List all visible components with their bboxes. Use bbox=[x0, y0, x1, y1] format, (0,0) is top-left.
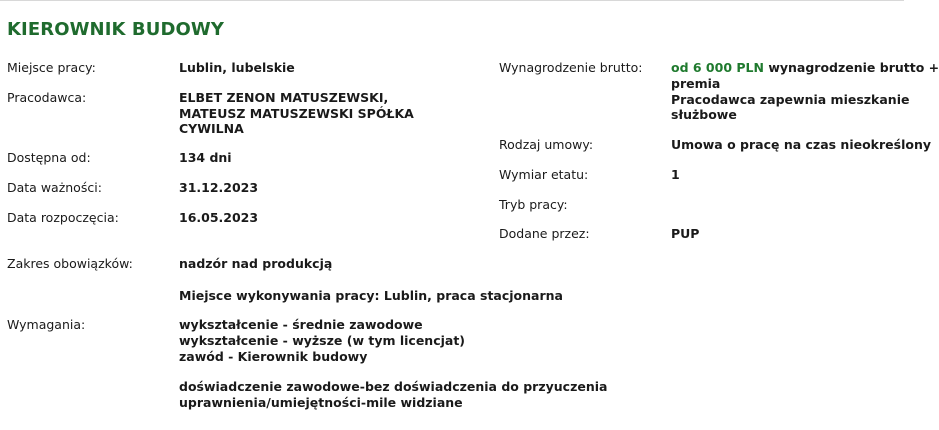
fte-label: Wymiar etatu: bbox=[499, 167, 589, 182]
skills-line: uprawnienia/umiejętności-mile widziane bbox=[179, 395, 463, 410]
start-date-value: 16.05.2023 bbox=[179, 210, 259, 225]
added-by-label: Dodane przez: bbox=[499, 226, 590, 241]
available-from-value: 134 dni bbox=[179, 150, 232, 165]
employer-value-line3: CYWILNA bbox=[179, 121, 244, 136]
requirement-item: wykształcenie - wyższe (w tym licencjat) bbox=[179, 333, 466, 348]
page-title: KIEROWNIK BUDOWY bbox=[7, 19, 225, 40]
work-mode-label: Tryb pracy: bbox=[499, 197, 568, 212]
employer-label: Pracodawca: bbox=[7, 90, 87, 105]
salary-description: wynagrodzenie brutto + bbox=[763, 60, 939, 75]
employer-value-line1: ELBET ZENON MATUSZEWSKI, bbox=[179, 90, 389, 105]
top-divider bbox=[0, 0, 904, 1]
salary-value-line4: służbowe bbox=[671, 107, 737, 122]
available-from-label: Dostępna od: bbox=[7, 150, 91, 165]
contract-type-value: Umowa o pracę na czas nieokreślony bbox=[671, 137, 931, 152]
experience-line: doświadczenie zawodowe-bez doświadczenia do przyuczenia bbox=[179, 379, 608, 394]
requirement-item: zawód - Kierownik budowy bbox=[179, 349, 368, 364]
valid-until-value: 31.12.2023 bbox=[179, 180, 259, 195]
requirement-item: wykształcenie - średnie zawodowe bbox=[179, 317, 423, 332]
work-location-note: Miejsce wykonywania pracy: Lublin, praca stacjonarna bbox=[179, 288, 563, 303]
duties-value: nadzór nad produkcją bbox=[179, 256, 333, 271]
salary-value-line1 bbox=[671, 60, 939, 76]
fte-value: 1 bbox=[671, 167, 680, 182]
salary-value-line2: premia bbox=[671, 76, 721, 91]
requirements-label: Wymagania: bbox=[7, 317, 86, 332]
start-date-label: Data rozpoczęcia: bbox=[7, 210, 119, 225]
employer-value-line2: MATEUSZ MATUSZEWSKI SPÓŁKA bbox=[179, 106, 414, 121]
added-by-value: PUP bbox=[671, 226, 700, 241]
salary-label: Wynagrodzenie brutto: bbox=[499, 60, 643, 75]
workplace-value: Lublin, lubelskie bbox=[179, 60, 295, 75]
valid-until-label: Data ważności: bbox=[7, 180, 102, 195]
salary-amount: od 6 000 PLN bbox=[671, 60, 764, 75]
workplace-label: Miejsce pracy: bbox=[7, 60, 96, 75]
duties-label: Zakres obowiązków: bbox=[7, 256, 133, 271]
contract-type-label: Rodzaj umowy: bbox=[499, 137, 594, 152]
salary-value-line3: Pracodawca zapewnia mieszkanie bbox=[671, 92, 910, 107]
